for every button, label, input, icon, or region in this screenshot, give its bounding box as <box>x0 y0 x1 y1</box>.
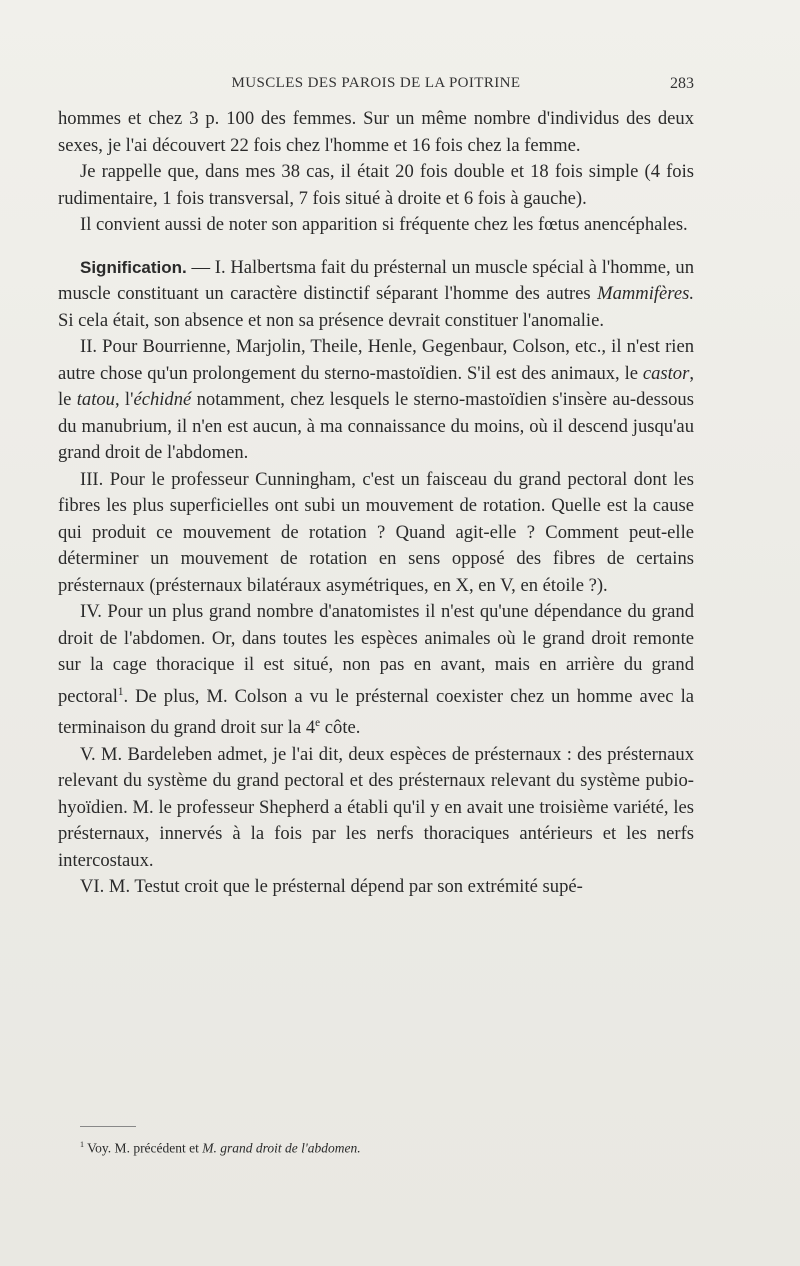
footnote-mark: 1 <box>80 1140 85 1149</box>
text-segment: — I. Halbertsma fait du présternal un muscle spécial à l'homme, un muscle constituant un caractère distinctif séparant l'homme des autres <box>58 256 694 304</box>
italic-term: Mammifères. <box>597 283 694 304</box>
paragraph-vi: VI. M. Testut croit que le présternal dépend par son extrémité supé- <box>80 876 583 898</box>
footnote-italic: M. grand droit de l'abdomen. <box>202 1140 361 1156</box>
text-segment: , le <box>58 362 694 410</box>
text-segment: côte. <box>320 717 361 739</box>
paragraph-signification <box>58 255 694 335</box>
italic-term: échidné <box>133 389 192 410</box>
section-heading: Signification. <box>80 257 187 277</box>
footnote-reference: 1 <box>117 685 124 698</box>
text-segment: II. Pour Bourrienne, Marjolin, Theile, Henle, Gegenbaur, Colson, etc., il n'est rien autre chose qu'un prolongement du sterno-mastoïdien. S'il est des animaux, le <box>58 336 694 384</box>
paragraph-v: V. M. Bardeleben admet, je l'ai dit, deux espèces de présternaux : des présternaux relevant du système du grand pectoral et des présternaux relevant du système pubio-hyoïdien. M. le professeur Shepherd a établi qu'il y en avait une troisième variété, les présternaux, innervés à la fois par les nerfs thoraciques antérieurs et les nerfs intercostaux. <box>58 743 694 871</box>
text-segment: IV. Pour un plus grand nombre d'anatomistes il n'est qu'une dépendance du grand droit de l'abdomen. Or, dans toutes les espèces animales où le grand droit remonte sur la cage thoracique il est situé, non pas en avant, mais en arrière du grand pectoral <box>58 601 694 707</box>
text-segment: Si cela était, son absence et non sa présence devrait constituer l'anomalie. <box>58 309 604 331</box>
paragraph-iv <box>58 599 694 742</box>
running-header <box>58 75 694 99</box>
paragraph-2: Je rappelle que, dans mes 38 cas, il était 20 fois double et 18 fois simple (4 fois rudimentaire, 1 fois transversal, 7 fois situé à droite et 6 fois à gauche). <box>58 161 694 209</box>
text-segment: notamment, chez lesquels le sterno-mastoïdien s'insère au-dessous du manubrium, il n'en est aucun, à ma connaissance du moins, où il descend jusqu'au grand droit de l'abdomen. <box>58 389 694 463</box>
paragraph-ii <box>58 334 694 467</box>
running-title: MUSCLES DES PAROIS DE LA POITRINE <box>231 75 521 91</box>
footnote-rule <box>80 1126 136 1127</box>
page-number: 283 <box>670 75 694 92</box>
footnote <box>58 1136 694 1158</box>
italic-term: castor <box>642 362 690 384</box>
paragraph-iii: III. Pour le professeur Cunningham, c'est un faisceau du grand pectoral dont les fibres les plus superficielles ont subi un mouvement de rotation. Quelle est la cause qui produit ce mouvement de rotation ? Quand agit-elle ? Comment peut-elle déterminer un mouvement de rotation en sens opposé des fibres de certains présternaux (présternaux bilatéraux asymétriques, en X, en V, en étoile ?). <box>58 468 694 596</box>
ordinal-superscript: e <box>315 717 321 730</box>
paragraph-1: hommes et chez 3 p. 100 des femmes. Sur un même nombre d'individus des deux sexes, je l'ai découvert 22 fois chez l'homme et 16 fois chez la femme. <box>58 108 694 156</box>
text-segment: . De plus, M. Colson a vu le présternal coexister chez un homme avec la terminaison du grand droit sur la 4 <box>58 685 694 739</box>
footnote-text: Voy. M. précédent et <box>84 1140 203 1156</box>
body-text <box>58 106 694 901</box>
text-segment: , l' <box>114 389 134 410</box>
italic-term: tatou <box>76 389 115 410</box>
paragraph-3: Il convient aussi de noter son apparition si fréquente chez les fœtus anencéphales. <box>80 214 688 235</box>
